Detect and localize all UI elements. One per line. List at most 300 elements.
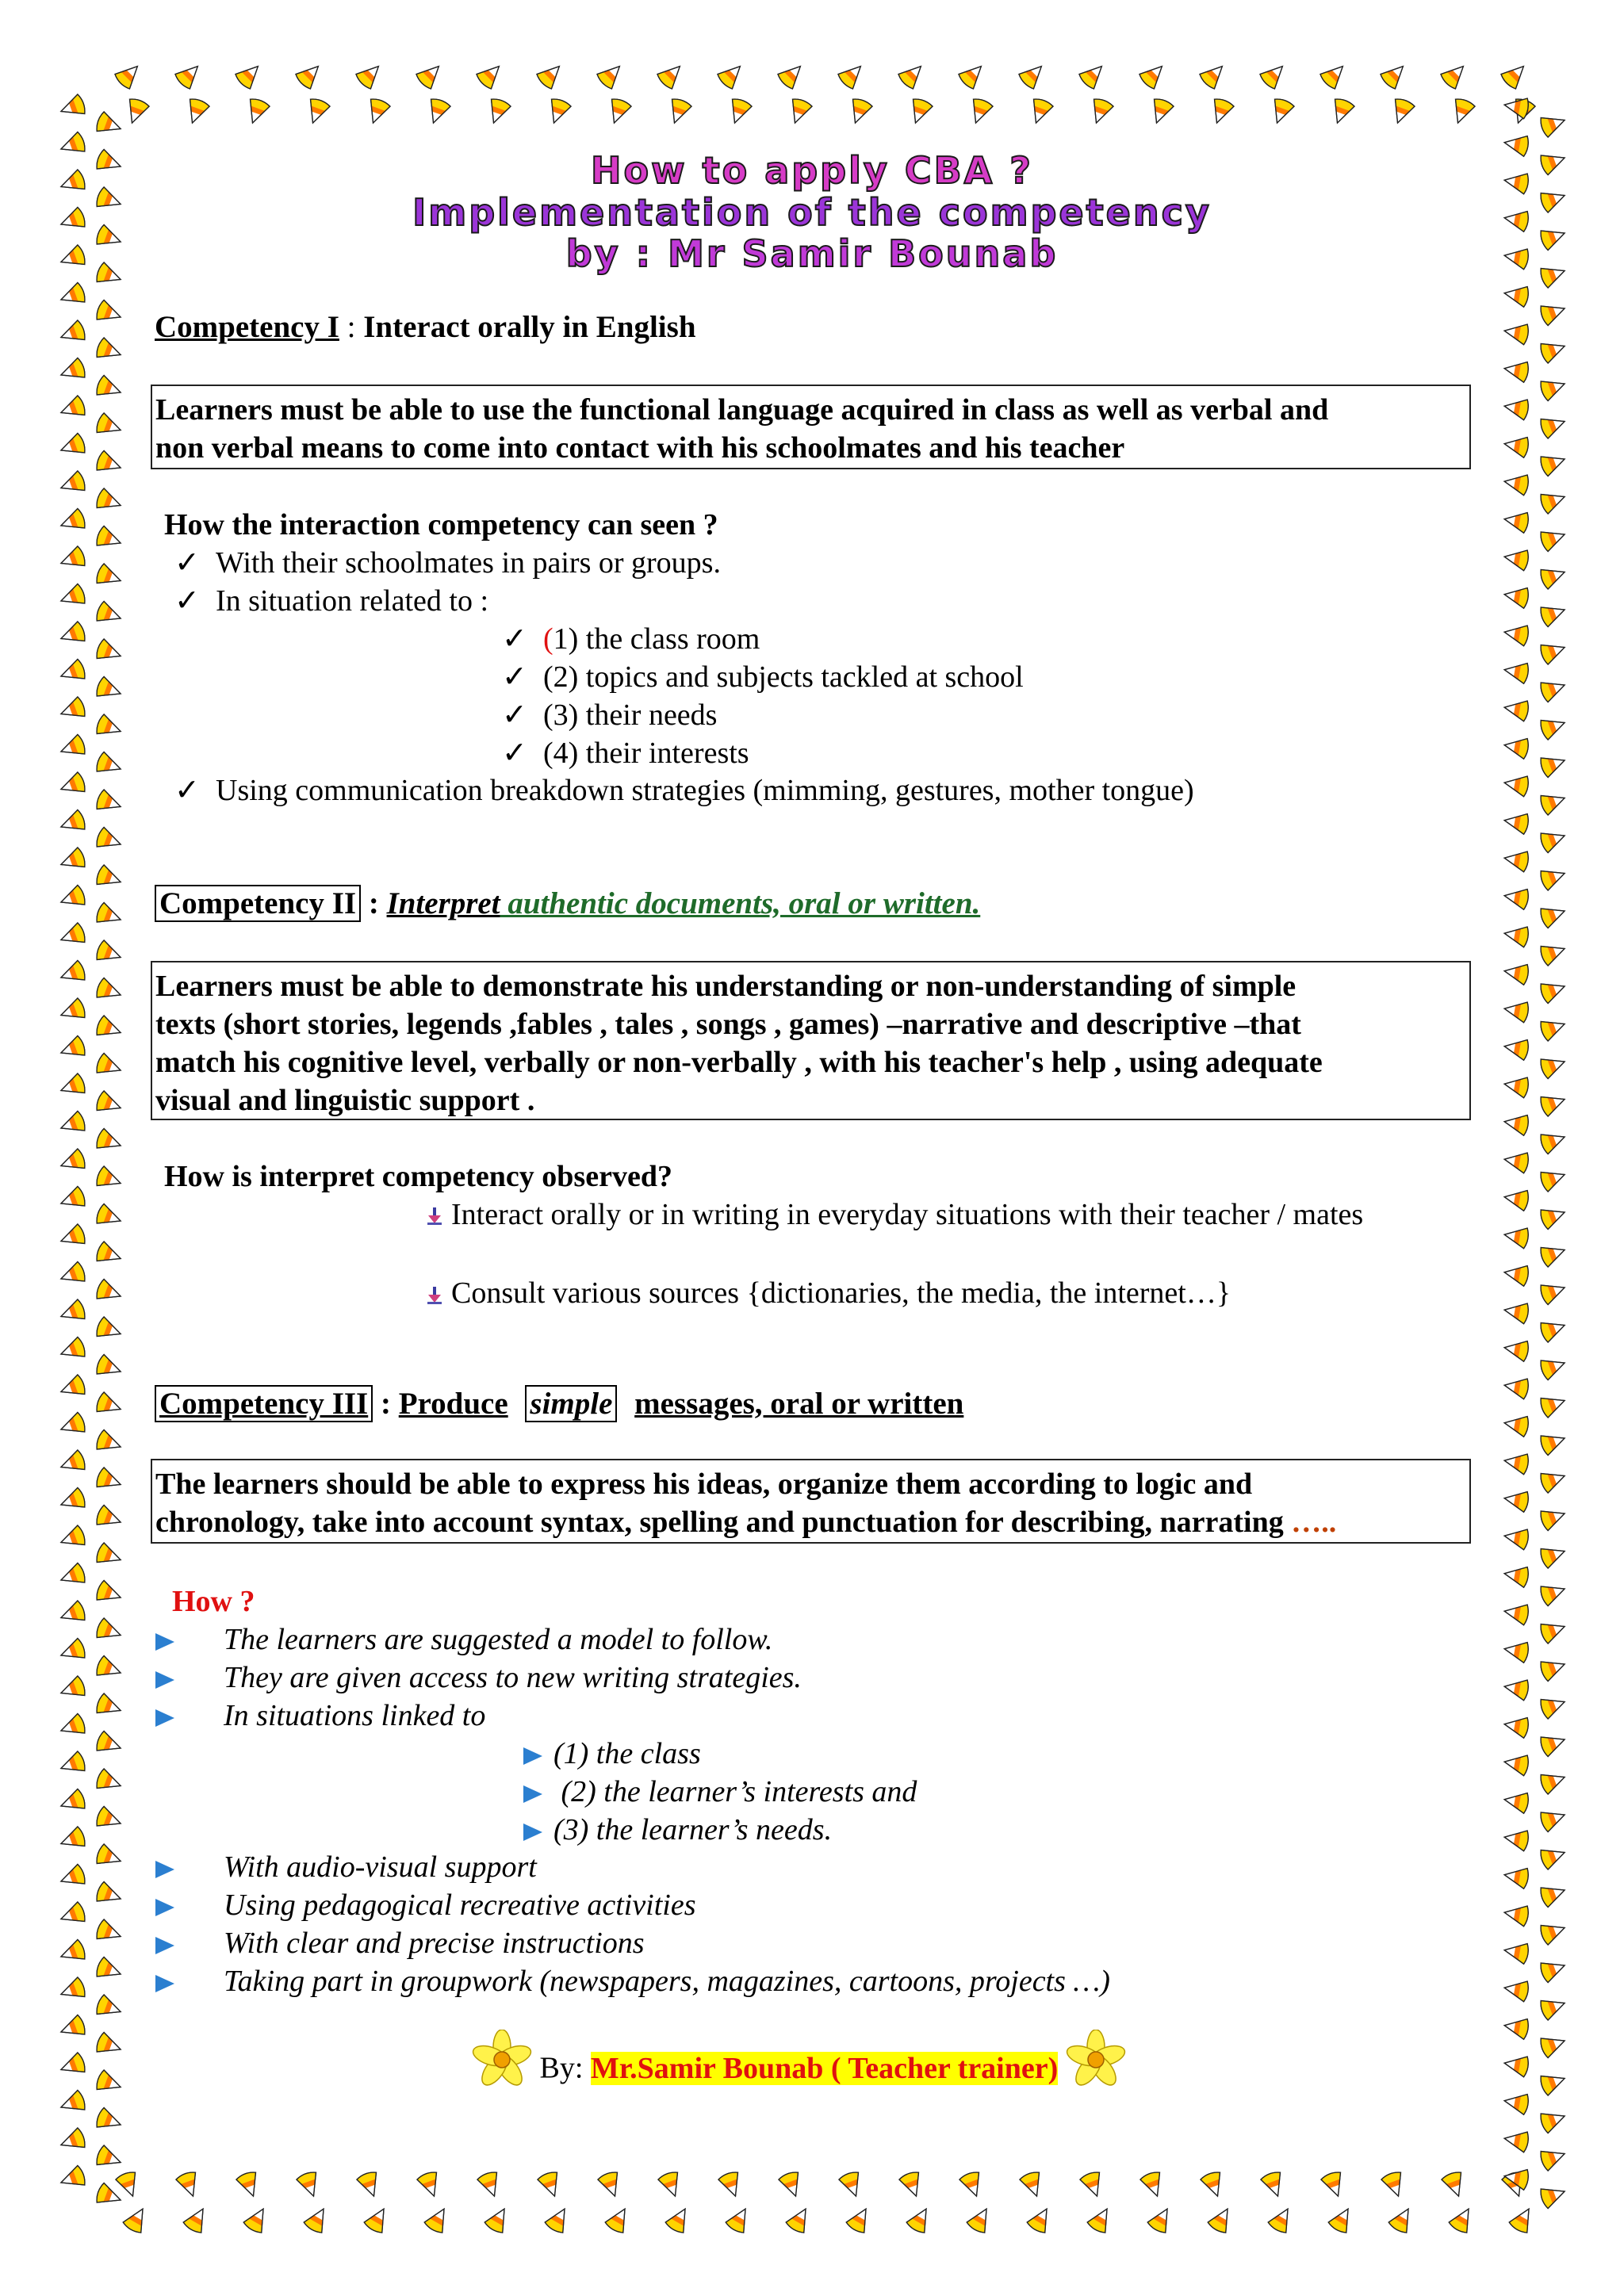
candy-corn-icon xyxy=(1503,1112,1530,1136)
competency-3-sep: : xyxy=(373,1387,399,1421)
candy-corn-icon xyxy=(1538,1278,1568,1306)
list-item-text: They are given access to new writing strategies. xyxy=(224,1661,802,1694)
candy-corn-icon xyxy=(1503,1601,1530,1625)
competency-2-label: Competency II xyxy=(155,885,361,922)
list-item-text: In situation related to : xyxy=(216,584,489,618)
candy-corn-icon xyxy=(94,111,124,139)
candy-corn-icon xyxy=(1538,1014,1568,1042)
arrow-right-icon xyxy=(523,1747,542,1765)
competency-3-question: How ? xyxy=(172,1585,255,1618)
pushpin-icon xyxy=(424,1277,451,1315)
candy-corn-icon xyxy=(484,97,511,126)
candy-corn-icon xyxy=(1538,600,1568,628)
candy-corn-icon xyxy=(1538,713,1568,740)
candy-corn-icon xyxy=(1538,1165,1568,1192)
candy-corn-icon xyxy=(776,59,808,90)
title-line-1: How to apply CBA ? xyxy=(590,149,1033,192)
candy-corn-icon xyxy=(596,59,627,90)
list-item-text: In situations linked to xyxy=(224,1699,486,1732)
candy-corn-icon xyxy=(58,94,87,121)
candy-corn-icon xyxy=(1538,374,1568,402)
title-line-3: by : Mr Samir Bounab xyxy=(565,232,1059,275)
competency-2-heading xyxy=(155,886,980,923)
candy-corn-icon xyxy=(58,2164,87,2192)
competency-3-word-1: Produce xyxy=(398,1387,508,1421)
candy-corn-icon xyxy=(1503,396,1530,420)
competency-2-verb: Interpret xyxy=(386,886,500,920)
candy-corn-icon xyxy=(665,2204,695,2235)
candy-corn-icon xyxy=(94,1768,124,1796)
check-icon: ✓ xyxy=(174,584,200,618)
candy-corn-icon xyxy=(1538,1429,1568,1456)
list-item-text: Using communication breakdown strategies (mimming, gestures, mother tongue) xyxy=(216,774,1194,807)
candy-corn-icon xyxy=(1503,1262,1530,1287)
candy-corn-icon xyxy=(1503,434,1530,458)
candy-corn-icon xyxy=(94,1617,124,1645)
candy-corn-icon xyxy=(423,2204,454,2235)
candy-corn-icon xyxy=(1503,1187,1530,1211)
arrow-right-icon xyxy=(155,1671,174,1689)
candy-corn-icon xyxy=(785,97,813,126)
competency-3-word-3: messages, oral or written xyxy=(634,1387,964,1421)
list-item xyxy=(174,582,721,620)
candy-corn-icon xyxy=(94,412,124,440)
list-item xyxy=(155,1659,802,1697)
candy-corn-icon xyxy=(94,374,124,402)
candy-corn-icon xyxy=(174,59,205,90)
list-item-paren: ( xyxy=(543,622,553,656)
candy-corn-icon xyxy=(1078,59,1109,90)
candy-corn-icon xyxy=(58,922,87,950)
candy-corn-icon xyxy=(58,1600,87,1628)
candy-corn-icon xyxy=(58,1336,87,1364)
candy-corn-icon xyxy=(1503,1940,1530,1965)
candy-corn-icon xyxy=(1327,2204,1358,2235)
candy-corn-icon xyxy=(1538,863,1568,891)
candy-corn-icon xyxy=(959,2170,986,2199)
competency-2-sep: : xyxy=(361,886,387,920)
competency-3-label: Competency III xyxy=(155,1385,373,1422)
list-item xyxy=(424,1274,1363,1314)
candy-corn-icon xyxy=(1538,1127,1568,1155)
candy-corn-icon xyxy=(94,1693,124,1720)
candy-corn-icon xyxy=(58,847,87,874)
competency-3-sublist xyxy=(523,1735,917,1849)
candy-corn-icon xyxy=(1538,487,1568,515)
competency-3-more-list xyxy=(155,1848,1110,2000)
candy-corn-icon xyxy=(1503,1714,1530,1739)
candy-corn-icon xyxy=(94,600,124,628)
candy-corn-icon xyxy=(778,2170,806,2199)
candy-corn-icon xyxy=(845,97,873,126)
candy-corn-icon xyxy=(58,959,87,987)
candy-corn-icon xyxy=(1538,1655,1568,1682)
candy-corn-icon xyxy=(58,884,87,912)
candy-corn-icon xyxy=(58,320,87,347)
candy-corn-icon xyxy=(94,2031,124,2059)
list-item-text: With clear and precise instructions xyxy=(224,1927,645,1960)
candy-corn-icon xyxy=(1503,1375,1530,1399)
candy-corn-icon xyxy=(1503,1902,1530,1927)
candy-corn-icon xyxy=(1388,2204,1418,2235)
candy-corn-icon xyxy=(94,2107,124,2134)
candy-corn-icon xyxy=(94,1278,124,1306)
list-item xyxy=(523,1773,917,1811)
candy-corn-icon xyxy=(1260,2170,1288,2199)
candy-corn-icon xyxy=(1538,1692,1568,1720)
candy-corn-icon xyxy=(1503,998,1530,1023)
competency-3-heading xyxy=(155,1386,963,1423)
list-item xyxy=(502,658,1024,696)
list-item-text: 1) the class room xyxy=(553,622,760,656)
candy-corn-icon xyxy=(94,901,124,929)
candy-corn-icon xyxy=(94,488,124,515)
candy-corn-icon xyxy=(94,2069,124,2097)
candy-corn-icon xyxy=(363,2204,393,2235)
candy-corn-icon xyxy=(845,2204,875,2235)
competency-1-desc-line-2: non verbal means to come into contact with his schoolmates and his teacher xyxy=(155,431,1125,465)
candy-corn-icon xyxy=(604,2204,634,2235)
footer-credit xyxy=(472,2030,1126,2112)
candy-corn-icon xyxy=(58,281,87,309)
candy-corn-icon xyxy=(1538,2107,1568,2134)
candy-corn-icon xyxy=(537,2170,565,2199)
candy-corn-icon xyxy=(1079,2170,1107,2199)
candy-corn-icon xyxy=(1138,59,1170,90)
candy-corn-icon xyxy=(303,2204,333,2235)
competency-2-text: authentic documents, oral or written. xyxy=(500,886,981,920)
candy-corn-icon xyxy=(1538,1617,1568,1644)
candy-corn-icon xyxy=(1381,2170,1408,2199)
candy-corn-icon xyxy=(1500,59,1531,90)
candy-corn-icon xyxy=(58,1826,87,1854)
candy-corn-icon xyxy=(1538,336,1568,364)
candy-corn-icon xyxy=(1503,1827,1530,1851)
candy-corn-icon xyxy=(58,1525,87,1552)
candy-corn-icon xyxy=(58,1976,87,2004)
candy-corn-icon xyxy=(1538,1993,1568,2021)
list-item-text: Taking part in groupwork (newspapers, magazines, cartoons, projects …) xyxy=(224,1965,1110,1998)
candy-corn-icon xyxy=(1538,1052,1568,1080)
candy-corn-icon xyxy=(1267,2204,1297,2235)
check-icon: ✓ xyxy=(502,737,527,770)
candy-corn-icon xyxy=(94,563,124,591)
list-item-text: The learners are suggested a model to follow. xyxy=(224,1623,773,1656)
competency-2-desc-line: texts (short stories, legends ,fables , tales , songs , games) –narrative and descriptive –that xyxy=(155,1008,1301,1041)
candy-corn-icon xyxy=(1538,1391,1568,1418)
candy-corn-icon xyxy=(58,2127,87,2155)
candy-corn-icon xyxy=(94,1994,124,2022)
candy-corn-icon xyxy=(1503,1525,1530,1550)
candy-corn-icon xyxy=(1538,1089,1568,1117)
candy-corn-icon xyxy=(94,1391,124,1419)
list-item-text: (2) the learner’s interests and xyxy=(553,1775,917,1808)
list-item xyxy=(523,1735,917,1773)
candy-corn-icon xyxy=(1026,97,1054,126)
list-item-text: With audio-visual support xyxy=(224,1850,537,1884)
check-icon: ✓ xyxy=(502,698,527,732)
candy-corn-icon xyxy=(58,1261,87,1288)
candy-corn-icon xyxy=(94,977,124,1004)
arrow-right-icon xyxy=(155,1899,174,1916)
candy-corn-icon xyxy=(1538,110,1568,138)
candy-corn-icon xyxy=(1538,2182,1568,2210)
candy-corn-icon xyxy=(1538,1918,1568,1946)
candy-corn-icon xyxy=(1503,622,1530,646)
candy-corn-icon xyxy=(94,1090,124,1118)
candy-corn-icon xyxy=(1508,2204,1538,2235)
arrow-right-icon xyxy=(155,1633,174,1651)
candy-corn-icon xyxy=(415,59,446,90)
candy-corn-icon xyxy=(597,2170,625,2199)
competency-2-list xyxy=(424,1196,1363,1315)
candy-corn-icon xyxy=(234,59,266,90)
candy-corn-icon xyxy=(1503,660,1530,684)
candy-corn-icon xyxy=(94,1655,124,1682)
list-item xyxy=(155,1697,802,1735)
competency-3-list xyxy=(155,1621,802,1735)
arrow-right-icon xyxy=(155,1709,174,1727)
list-item xyxy=(155,1621,802,1659)
candy-corn-icon xyxy=(1538,1504,1568,1532)
candy-corn-icon xyxy=(1538,299,1568,327)
candy-corn-icon xyxy=(1448,97,1476,126)
candy-corn-icon xyxy=(1026,2204,1056,2235)
candy-corn-icon xyxy=(294,59,326,90)
candy-corn-icon xyxy=(58,357,87,385)
candy-corn-icon xyxy=(1139,2170,1167,2199)
candy-corn-icon xyxy=(1538,901,1568,929)
candy-corn-icon xyxy=(94,337,124,365)
candy-corn-icon xyxy=(475,59,507,90)
candy-corn-icon xyxy=(1538,1843,1568,1870)
competency-3-desc-line-2: chronology, take into account syntax, spelling and punctuation for describing, narrating xyxy=(155,1506,1284,1539)
candy-corn-icon xyxy=(94,1015,124,1043)
candy-corn-icon xyxy=(94,1504,124,1532)
candy-corn-icon xyxy=(1538,1730,1568,1758)
competency-1-sublist xyxy=(502,620,1024,772)
candy-corn-icon xyxy=(906,2204,936,2235)
candy-corn-icon xyxy=(58,507,87,535)
candy-corn-icon xyxy=(785,2204,815,2235)
candy-corn-icon xyxy=(725,97,753,126)
candy-corn-icon xyxy=(1207,2204,1237,2235)
candy-corn-icon xyxy=(94,864,124,892)
candy-corn-icon xyxy=(58,583,87,610)
candy-corn-icon xyxy=(416,2170,444,2199)
candy-corn-icon xyxy=(363,97,391,126)
candy-corn-icon xyxy=(657,2170,685,2199)
candy-corn-icon xyxy=(58,1073,87,1100)
candy-corn-icon xyxy=(1503,358,1530,383)
list-item-text: (2) topics and subjects tackled at school xyxy=(543,660,1024,694)
competency-1-heading xyxy=(155,309,696,346)
list-item-text: (3) the learner’s needs. xyxy=(553,1813,833,1846)
candy-corn-icon xyxy=(94,1052,124,1080)
daffodil-icon xyxy=(472,2030,532,2112)
candy-corn-icon xyxy=(94,450,124,477)
candy-corn-icon xyxy=(1198,59,1230,90)
competency-2-desc-line: Learners must be able to demonstrate his understanding or non-understanding of simple xyxy=(155,970,1297,1003)
candy-corn-icon xyxy=(94,1542,124,1570)
competency-1-description xyxy=(151,385,1471,469)
arrow-right-icon xyxy=(155,1975,174,1992)
candy-corn-icon xyxy=(1147,2204,1177,2235)
candy-corn-icon xyxy=(423,97,451,126)
candy-corn-icon xyxy=(58,2014,87,2042)
candy-corn-icon xyxy=(1503,1299,1530,1324)
candy-corn-icon xyxy=(1538,450,1568,477)
candy-corn-icon xyxy=(1503,1337,1530,1362)
candy-corn-icon xyxy=(1503,697,1530,721)
candy-corn-icon xyxy=(303,97,331,126)
footer-name: Mr.Samir Bounab ( Teacher trainer) xyxy=(590,2051,1059,2085)
candy-corn-icon xyxy=(966,97,994,126)
candy-corn-icon xyxy=(1503,923,1530,947)
candy-corn-icon xyxy=(115,2170,143,2199)
check-icon: ✓ xyxy=(502,660,527,694)
candy-corn-icon xyxy=(484,2204,514,2235)
title-line-2: Implementation of the competency xyxy=(412,191,1212,234)
candy-corn-icon xyxy=(58,1185,87,1213)
candy-corn-icon xyxy=(1538,1315,1568,1343)
candy-corn-icon xyxy=(1538,562,1568,590)
candy-corn-icon xyxy=(544,2204,574,2235)
candy-corn-icon xyxy=(94,714,124,741)
candy-corn-icon xyxy=(58,1938,87,1966)
candy-corn-icon xyxy=(236,2170,263,2199)
candy-corn-icon xyxy=(94,1429,124,1456)
candy-corn-icon xyxy=(58,1299,87,1326)
check-icon: ✓ xyxy=(174,546,200,580)
candy-corn-icon xyxy=(1538,1203,1568,1230)
competency-1-list xyxy=(174,544,721,620)
candy-corn-icon xyxy=(1503,1676,1530,1701)
list-item-text: (1) the class xyxy=(553,1737,701,1770)
candy-corn-icon xyxy=(94,751,124,779)
candy-corn-icon xyxy=(58,1901,87,1929)
candy-corn-icon xyxy=(1267,97,1295,126)
candy-corn-icon xyxy=(1538,2068,1568,2096)
candy-corn-icon xyxy=(1503,1224,1530,1249)
candy-corn-icon xyxy=(1503,546,1530,571)
candy-corn-icon xyxy=(94,939,124,967)
candy-corn-icon xyxy=(58,395,87,423)
candy-corn-icon xyxy=(1441,2170,1469,2199)
candy-corn-icon xyxy=(1503,1149,1530,1173)
candy-corn-icon xyxy=(1207,97,1235,126)
candy-corn-icon xyxy=(1503,848,1530,872)
candy-corn-icon xyxy=(1448,2204,1478,2235)
candy-corn-icon xyxy=(296,2170,324,2199)
candy-corn-icon xyxy=(725,2204,755,2235)
candy-corn-icon xyxy=(58,696,87,724)
candy-corn-icon xyxy=(94,1203,124,1230)
competency-1-sep: : xyxy=(339,310,364,344)
candy-corn-icon xyxy=(94,1881,124,1908)
candy-corn-icon xyxy=(1538,788,1568,816)
candy-corn-icon xyxy=(94,2182,124,2210)
candy-corn-icon xyxy=(58,2089,87,2117)
candy-corn-icon xyxy=(58,621,87,649)
candy-corn-icon xyxy=(1538,1353,1568,1381)
candy-corn-icon xyxy=(58,1035,87,1062)
competency-1-desc-line-1: Learners must be able to use the functional language acquired in class as well as verbal and xyxy=(155,393,1329,427)
candy-corn-icon xyxy=(58,1788,87,1816)
candy-corn-icon xyxy=(1538,2144,1568,2172)
competency-1-label: Competency I xyxy=(155,310,339,344)
competency-3-desc-tail: ….. xyxy=(1283,1506,1337,1539)
candy-corn-icon xyxy=(94,1919,124,1946)
candy-corn-icon xyxy=(94,1579,124,1607)
candy-corn-icon xyxy=(1200,2170,1228,2199)
candy-corn-icon xyxy=(1538,826,1568,854)
candy-corn-icon xyxy=(58,997,87,1025)
candy-corn-icon xyxy=(1379,59,1411,90)
candy-corn-icon xyxy=(1538,2031,1568,2059)
candy-corn-icon xyxy=(837,59,868,90)
candy-corn-icon xyxy=(1538,637,1568,665)
candy-corn-icon xyxy=(58,2052,87,2080)
candy-corn-icon xyxy=(1538,1240,1568,1268)
candy-corn-icon xyxy=(94,789,124,817)
candy-corn-icon xyxy=(838,2170,866,2199)
candy-corn-icon xyxy=(656,59,688,90)
candy-corn-icon xyxy=(1538,1805,1568,1833)
candy-corn-icon xyxy=(1538,977,1568,1004)
candy-corn-icon xyxy=(94,826,124,854)
candy-corn-icon xyxy=(122,97,150,126)
arrow-right-icon xyxy=(155,1937,174,1954)
candy-corn-icon xyxy=(1538,939,1568,966)
candy-corn-icon xyxy=(1538,1466,1568,1494)
candy-corn-icon xyxy=(94,1730,124,1758)
candy-corn-icon xyxy=(1019,2170,1047,2199)
candy-corn-icon xyxy=(1538,1881,1568,1908)
candy-corn-icon xyxy=(58,733,87,761)
competency-1-last-item xyxy=(174,771,1194,809)
candy-corn-icon xyxy=(1503,1865,1530,1889)
daffodil-icon xyxy=(1066,2030,1126,2112)
competency-2-desc-line: match his cognitive level, verbally or non-verbally , with his teacher's help , using adequate xyxy=(155,1046,1323,1079)
competency-2-desc-line: visual and linguistic support . xyxy=(155,1084,535,1117)
list-item xyxy=(502,734,1024,772)
candy-corn-icon xyxy=(1503,735,1530,760)
candy-corn-icon xyxy=(1503,1450,1530,1475)
candy-corn-icon xyxy=(897,59,929,90)
competency-3-desc-line-1: The learners should be able to express his ideas, organize them according to logic and xyxy=(155,1468,1253,1501)
candy-corn-icon xyxy=(1538,411,1568,439)
candy-corn-icon xyxy=(1538,1579,1568,1607)
competency-1-text: Interact orally in English xyxy=(363,310,696,344)
candy-corn-icon xyxy=(58,1487,87,1514)
candy-corn-icon xyxy=(1503,320,1530,345)
candy-corn-icon xyxy=(1086,2204,1116,2235)
footer-by: By: xyxy=(539,2051,591,2085)
candy-corn-icon xyxy=(718,2170,745,2199)
candy-corn-icon xyxy=(1538,675,1568,703)
candy-corn-icon xyxy=(94,1353,124,1381)
candy-corn-icon xyxy=(1503,471,1530,496)
candy-corn-icon xyxy=(1388,97,1415,126)
candy-corn-icon xyxy=(1503,1488,1530,1513)
candy-corn-icon xyxy=(716,59,748,90)
candy-corn-icon xyxy=(1503,509,1530,534)
list-item-text: (4) their interests xyxy=(543,737,749,770)
candy-corn-icon xyxy=(1503,1036,1530,1061)
candy-corn-icon xyxy=(94,1805,124,1833)
candy-corn-icon xyxy=(1538,525,1568,553)
